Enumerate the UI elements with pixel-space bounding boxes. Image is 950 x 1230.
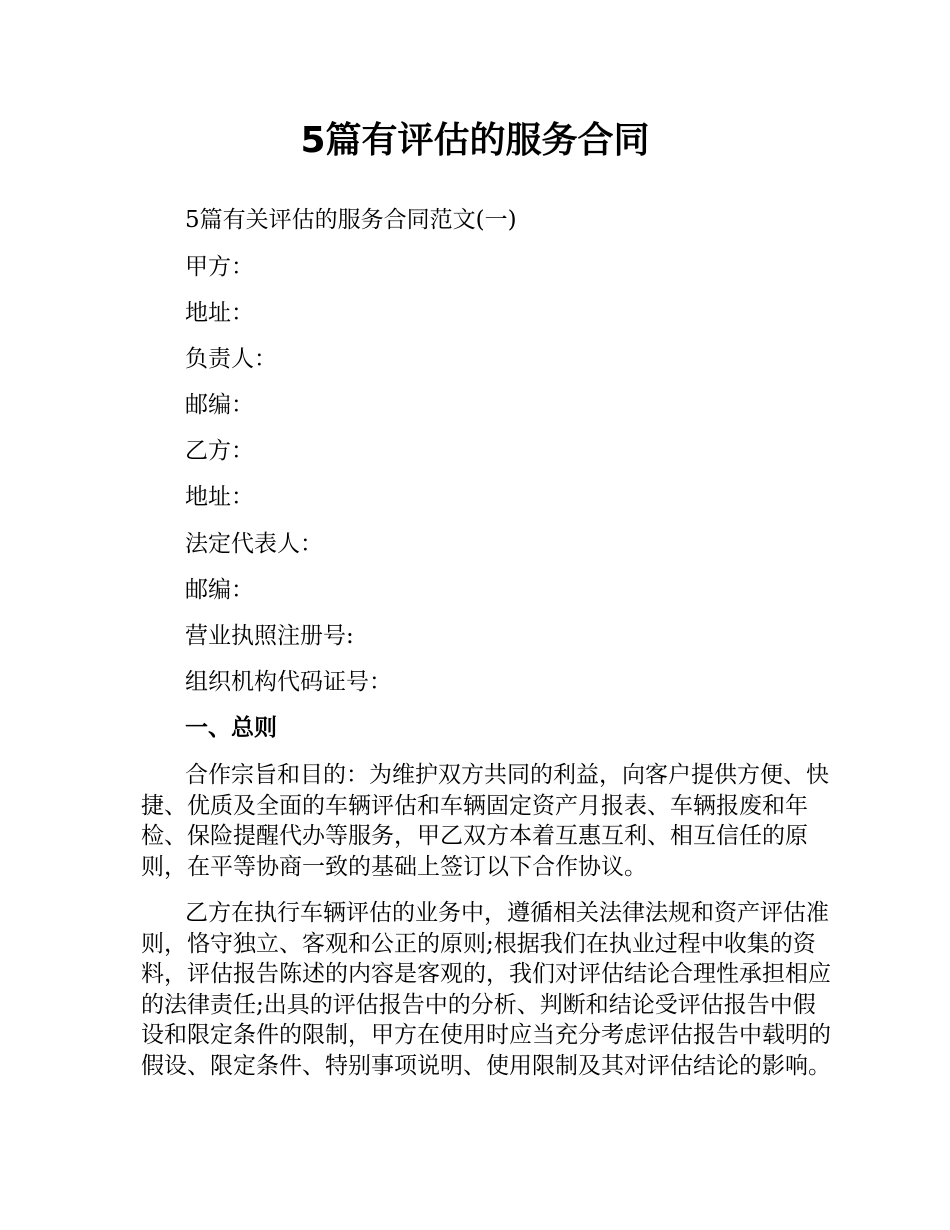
field-organization-code-number: 组织机构代码证号： bbox=[185, 669, 392, 695]
subtitle: 5篇有关评估的服务合同范文(一) bbox=[185, 207, 517, 233]
field-party-b-address: 地址： bbox=[185, 484, 254, 510]
field-party-a-postcode: 邮编： bbox=[185, 392, 254, 418]
paragraph-evaluation-principles: 乙方在执行车辆评估的业务中，遵循相关法律法规和资产评估准则，恪守独立、客观和公正的原则;根据我们在执业过程中收集的资料，评估报告陈述的内容是客观的，我们对评估结论合理性承担相应的法律责任;出具的评估报告中的分析、判断和结论受评估报告中假设和限定条件的限制，甲方在使用时应当充分考虑评估报告中载明的假设、限定条件、特别事项说明、使用限制及其对评估结论的影响。 bbox=[141, 900, 831, 1079]
paragraph-cooperation-purpose: 合作宗旨和目的：为维护双方共同的利益，向客户提供方便、快捷、优质及全面的车辆评估和车辆固定资产月报表、车辆报废和年检、保险提醒代办等服务，甲乙双方本着互惠互利、相互信任的原则，在平等协商一致的基础上签订以下合作协议。 bbox=[141, 762, 829, 880]
section-heading-general: 一、总则 bbox=[185, 715, 277, 741]
document-title: 5篇有评估的服务合同 bbox=[300, 120, 650, 161]
field-party-b-postcode: 邮编： bbox=[185, 577, 254, 603]
field-party-b-legal-representative: 法定代表人： bbox=[185, 531, 323, 557]
field-party-a: 甲方： bbox=[185, 254, 254, 280]
field-party-a-address: 地址： bbox=[185, 300, 254, 326]
field-party-a-person-in-charge: 负责人： bbox=[185, 346, 277, 372]
field-business-license-number: 营业执照注册号: bbox=[185, 623, 354, 649]
field-party-b: 乙方： bbox=[185, 438, 254, 464]
